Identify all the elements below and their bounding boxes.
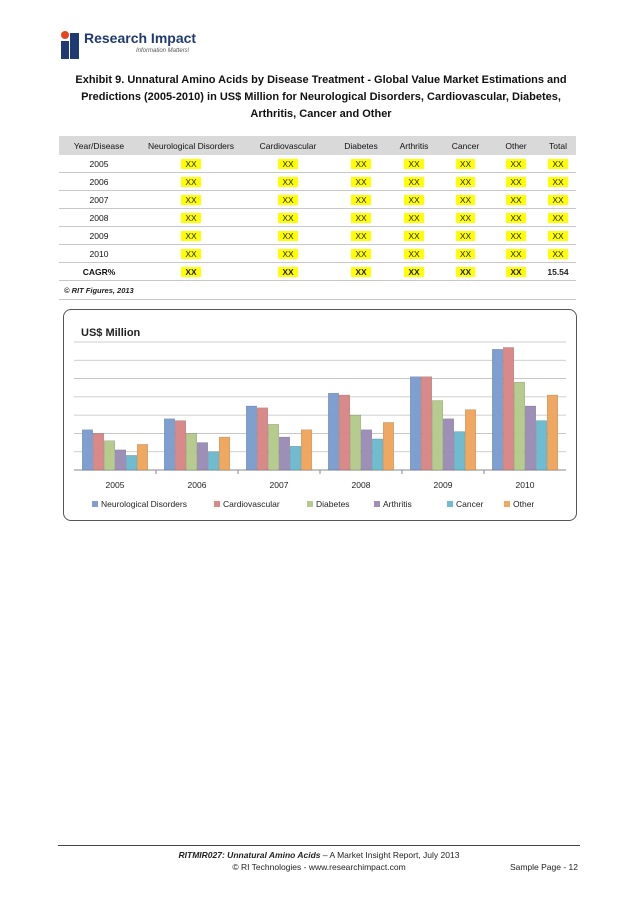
table-cell: 2010 <box>59 245 139 263</box>
table-cell-value: XX <box>456 213 475 223</box>
table-cell <box>540 173 576 191</box>
table-cell-value: XX <box>351 231 370 241</box>
table-cell-value: XX <box>506 267 525 277</box>
table-cell <box>492 209 540 227</box>
table-cell-value: XX <box>181 213 200 223</box>
legend-swatch <box>92 501 98 507</box>
table-cell-value: XX <box>351 159 370 169</box>
bar-other <box>219 437 230 470</box>
table-row <box>59 245 576 263</box>
table-cell-value: XX <box>278 195 297 205</box>
x-tick-label: 2005 <box>105 480 125 490</box>
bar-arthritis <box>279 437 290 470</box>
bar-arthritis <box>197 443 208 470</box>
legend-label: Other <box>513 499 535 509</box>
table-cell-value: XX <box>548 231 567 241</box>
table-cell <box>389 155 439 173</box>
table-cell-value: XX <box>404 231 423 241</box>
table-cell <box>540 209 576 227</box>
bar-other <box>137 444 148 470</box>
table-cell <box>492 155 540 173</box>
source-text: © RIT Figures, 2013 <box>64 286 134 295</box>
x-tick-label: 2008 <box>351 480 371 490</box>
table-cell <box>439 209 492 227</box>
bar-other <box>301 430 312 470</box>
table-cell-value: XX <box>404 249 423 259</box>
table-cell <box>439 191 492 209</box>
table-cell-value: XX <box>506 231 525 241</box>
table-cell <box>492 245 540 263</box>
table-cell-value: XX <box>351 195 370 205</box>
table-cell <box>333 227 389 245</box>
table-cell <box>139 227 243 245</box>
table-cell-value: XX <box>548 177 567 187</box>
bar-neurological-disorders <box>492 349 503 470</box>
bar-cancer <box>372 439 383 470</box>
table-header-row <box>59 136 576 155</box>
table-cell <box>139 245 243 263</box>
footer-copyright: © RI Technologies - www.researchimpact.com <box>232 862 406 872</box>
table-row <box>59 173 576 191</box>
bar-diabetes <box>432 401 443 470</box>
table-cell-value: XX <box>404 177 423 187</box>
table-header-cell: Arthritis <box>389 136 439 155</box>
table-cell-value: XX <box>456 159 475 169</box>
table-cell-value: XX <box>404 267 423 277</box>
table-cell-value: XX <box>456 267 475 277</box>
table-cell-value: XX <box>506 213 525 223</box>
bar-cancer <box>126 455 137 470</box>
table-cell <box>389 191 439 209</box>
table-cell <box>540 263 576 281</box>
table-cell-value: XX <box>278 231 297 241</box>
table-cell <box>243 263 333 281</box>
bar-cancer <box>454 432 465 470</box>
bar-cardiovascular <box>93 433 104 470</box>
footer-report-line <box>0 850 638 860</box>
table-cell <box>243 155 333 173</box>
footer-report-desc: – A Market Insight Report, July 2013 <box>320 850 460 860</box>
table-cell <box>540 227 576 245</box>
legend-swatch <box>374 501 380 507</box>
bar-neurological-disorders <box>328 393 339 470</box>
table-cell <box>243 209 333 227</box>
logo-mark-icon <box>58 30 80 60</box>
table-cell <box>492 227 540 245</box>
table-cell <box>139 155 243 173</box>
bar-arthritis <box>115 450 126 470</box>
legend-swatch <box>447 501 453 507</box>
table-cell-value: XX <box>404 195 423 205</box>
legend-swatch <box>214 501 220 507</box>
table-header-cell: Neurological Disorders <box>139 136 243 155</box>
legend-swatch <box>504 501 510 507</box>
x-tick-label: 2010 <box>515 480 535 490</box>
table-cell-value: XX <box>506 195 525 205</box>
table-header-cell: Cardiovascular <box>243 136 333 155</box>
x-tick-label: 2009 <box>433 480 453 490</box>
bar-cardiovascular <box>257 408 268 470</box>
bar-diabetes <box>186 433 197 470</box>
table-cell <box>333 245 389 263</box>
table-cell: 2008 <box>59 209 139 227</box>
table-cell-value: XX <box>506 249 525 259</box>
table-cell-value: XX <box>278 213 297 223</box>
research-impact-logo <box>58 24 208 64</box>
bar-cardiovascular <box>503 347 514 470</box>
table-cell <box>139 173 243 191</box>
table-cell <box>492 263 540 281</box>
chart-title: US$ Million <box>81 327 141 339</box>
table-cell <box>540 191 576 209</box>
table-cell-value: XX <box>181 267 200 277</box>
table-cell <box>389 227 439 245</box>
legend-label: Neurological Disorders <box>101 499 187 509</box>
table-cell <box>139 191 243 209</box>
bar-cancer <box>536 421 547 470</box>
table-cell <box>439 263 492 281</box>
table-cell-value: XX <box>181 231 200 241</box>
table-cell-value: XX <box>506 177 525 187</box>
table-source <box>59 282 576 300</box>
table-header-cell: Other <box>492 136 540 155</box>
table-row <box>59 191 576 209</box>
table-cell-value: XX <box>351 249 370 259</box>
bar-cancer <box>290 446 301 470</box>
x-tick-label: 2007 <box>269 480 289 490</box>
legend-swatch <box>307 501 313 507</box>
table-cell <box>540 155 576 173</box>
table-cell <box>333 263 389 281</box>
table-cell-value: XX <box>181 177 200 187</box>
bar-other <box>465 410 476 470</box>
legend-label: Cancer <box>456 499 484 509</box>
table-cell <box>492 173 540 191</box>
table-cell-value: XX <box>278 267 297 277</box>
table-row <box>59 209 576 227</box>
bar-other <box>547 395 558 470</box>
bar-cardiovascular <box>421 377 432 470</box>
table-cell-value: XX <box>506 159 525 169</box>
table-header-cell: Diabetes <box>333 136 389 155</box>
table-cell-value: XX <box>351 213 370 223</box>
bar-diabetes <box>350 415 361 470</box>
table-row <box>59 155 576 173</box>
bar-cardiovascular <box>175 421 186 470</box>
table-cell-value: XX <box>456 195 475 205</box>
table-cell <box>439 227 492 245</box>
bar-chart <box>64 310 576 520</box>
table-cell-value: XX <box>404 159 423 169</box>
table-cell <box>389 209 439 227</box>
table-cell-value: 15.54 <box>547 266 569 277</box>
table-header-cell: Cancer <box>439 136 492 155</box>
table-cell-value: XX <box>181 159 200 169</box>
table-row <box>59 227 576 245</box>
table-cell <box>439 173 492 191</box>
table-cell-value: XX <box>548 213 567 223</box>
table-cell: 2009 <box>59 227 139 245</box>
table-cell-value: XX <box>351 267 370 277</box>
table-cell <box>243 245 333 263</box>
table-cell-value: XX <box>548 249 567 259</box>
bar-cardiovascular <box>339 395 350 470</box>
bar-diabetes <box>268 424 279 470</box>
bar-neurological-disorders <box>164 419 175 470</box>
logo-tagline: Information Matters! <box>136 48 190 54</box>
bar-neurological-disorders <box>410 377 421 470</box>
table-cell-value: XX <box>181 195 200 205</box>
bar-cancer <box>208 452 219 470</box>
table-cell: 2005 <box>59 155 139 173</box>
table-cell-value: XX <box>548 159 567 169</box>
table-cell <box>333 155 389 173</box>
footer-report-code: RITMIR027: Unnatural Amino Acids <box>178 850 321 860</box>
table-cell <box>243 191 333 209</box>
table-cell-value: XX <box>351 177 370 187</box>
legend-label: Cardiovascular <box>223 499 280 509</box>
table-cell <box>492 191 540 209</box>
bar-arthritis <box>443 419 454 470</box>
data-table <box>59 136 576 281</box>
bar-neurological-disorders <box>246 406 257 470</box>
x-tick-label: 2006 <box>187 480 207 490</box>
table-cell-value: XX <box>278 159 297 169</box>
table-cell-value: XX <box>456 231 475 241</box>
table-cell <box>243 227 333 245</box>
bar-arthritis <box>525 406 536 470</box>
table-cell <box>540 245 576 263</box>
table-row <box>59 263 576 281</box>
table-cell-value: XX <box>548 195 567 205</box>
table-cell-value: XX <box>278 177 297 187</box>
table-cell <box>333 173 389 191</box>
table-cell <box>333 209 389 227</box>
table-cell-value: XX <box>181 249 200 259</box>
legend-label: Diabetes <box>316 499 350 509</box>
chart-container <box>63 309 577 521</box>
table-cell-value: XX <box>278 249 297 259</box>
bar-other <box>383 422 394 470</box>
bar-arthritis <box>361 430 372 470</box>
table-cell: CAGR% <box>59 263 139 281</box>
table-cell <box>389 263 439 281</box>
logo-name: Research Impact <box>84 30 197 46</box>
table-cell <box>439 155 492 173</box>
bar-diabetes <box>514 382 525 470</box>
table-cell-value: XX <box>404 213 423 223</box>
table-cell <box>333 191 389 209</box>
table-cell: 2006 <box>59 173 139 191</box>
table-cell <box>389 173 439 191</box>
footer-page-number: Sample Page - 12 <box>509 862 578 872</box>
table-cell <box>439 245 492 263</box>
bar-neurological-disorders <box>82 430 93 470</box>
table-cell-value: XX <box>456 249 475 259</box>
table-cell: 2007 <box>59 191 139 209</box>
legend-label: Arthritis <box>383 499 412 509</box>
table-cell <box>139 209 243 227</box>
exhibit-title: Exhibit 9. Unnatural Amino Acids by Disease Treatment - Global Value Market Estimations and Predictions (2005-2010) in US$ Million for Neurological Disorders, Cardiovascular, Diabetes, Arthritis, Cancer and Other <box>75 74 567 120</box>
bar-diabetes <box>104 441 115 470</box>
table-cell <box>139 263 243 281</box>
table-cell-value: XX <box>456 177 475 187</box>
table-cell <box>243 173 333 191</box>
table-cell <box>389 245 439 263</box>
table-header-cell: Year/Disease <box>59 136 139 155</box>
table-header-cell: Total <box>540 136 576 155</box>
footer-divider <box>58 845 580 846</box>
